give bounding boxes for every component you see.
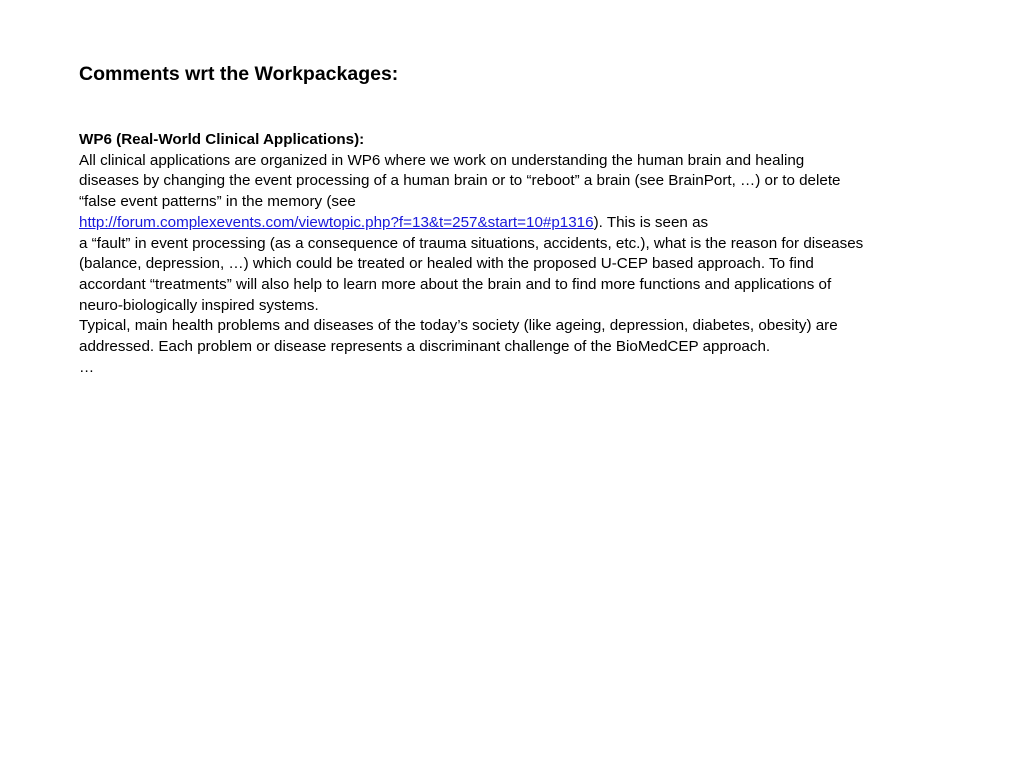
slide-content: [79, 60, 979, 378]
paragraph-line-1: All clinical applications are organized in WP6 where we work on understanding the human brain and healing: [79, 151, 805, 169]
paragraph-line-2: diseases by changing the event processing of a human brain or to “reboot” a brain (see BrainPort, …) or to delete: [79, 172, 841, 190]
paragraph-line-6: (balance, depression, …) which could be treated or healed with the proposed U-CEP based approach. To find: [79, 255, 814, 273]
paragraph-line-3: “false event patterns” in the memory (see: [79, 193, 356, 211]
paragraph-line-10: addressed. Each problem or disease represents a discriminant challenge of the BioMedCEP approach.: [79, 338, 771, 356]
forum-link[interactable]: http://forum.complexevents.com/viewtopic.php?f=13&t=257&start=10#p1316: [79, 213, 594, 231]
paragraph-line-9: Typical, main health problems and diseases of the today’s society (like ageing, depression, diabetes, obesity) are: [79, 317, 838, 335]
paragraph-line-5: a “fault” in event processing (as a consequence of trauma situations, accidents, etc.), what is the reason for diseases: [79, 234, 864, 252]
paragraph-line-7: accordant “treatments” will also help to learn more about the brain and to find more functions and applications of: [79, 275, 832, 293]
section-heading: WP6 (Real-World Clinical Applications):: [79, 131, 365, 148]
wp6-section: [79, 130, 979, 378]
paragraph-line-8: neuro-biologically inspired systems.: [79, 296, 319, 314]
paragraph-line-4: [79, 213, 979, 234]
page-title: Comments wrt the Workpackages:: [79, 63, 399, 85]
paragraph-line-4-tail: ). This is seen as: [593, 213, 709, 231]
ellipsis-line: …: [79, 358, 95, 376]
